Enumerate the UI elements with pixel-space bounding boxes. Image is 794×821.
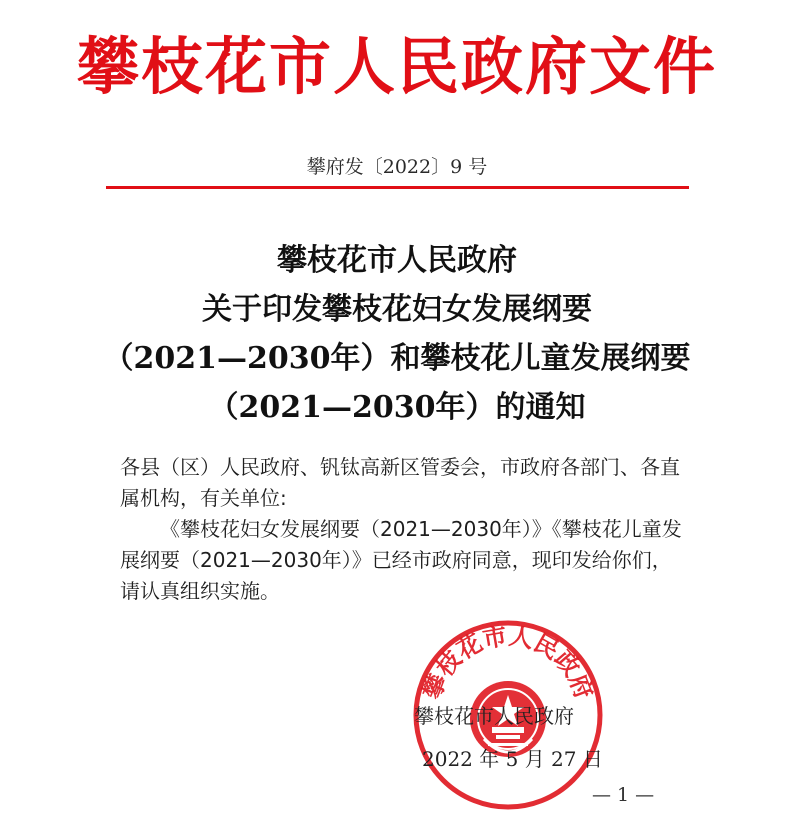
notice-title-line-1: 攀枝花市人民政府 [277,243,517,278]
seal-ring-text: 攀枝花市人民政府 [416,620,600,703]
recipients-paragraph: 各县（区）人民政府、钒钛高新区管委会，市政府各部门、各直属机构，有关单位: [120,455,680,510]
red-divider-line [106,186,689,189]
issuer-signature: 攀枝花市人民政府 [414,704,574,728]
issue-date: 2022 年 5 月 27 日 [422,747,603,771]
notice-title-line-4: （2021—2030年）的通知 [208,390,586,425]
notice-title [0,236,794,432]
document-header-title: 攀枝花市人民政府文件 [76,30,717,103]
page-number: — 1 — [592,784,655,806]
document-number: 攀府发〔2022〕9 号 [306,156,488,178]
content-paragraph: 《攀枝花妇女发展纲要（2021—2030年）》《攀枝花儿童发展纲要（2021—2030年）》已经市政府同意，现印发给你们，请认真组织实施。 [120,517,682,603]
notice-body [120,452,690,607]
notice-title-line-3: （2021—2030年）和攀枝花儿童发展纲要 [103,341,691,376]
notice-title-line-2: 关于印发攀枝花妇女发展纲要 [202,292,592,327]
